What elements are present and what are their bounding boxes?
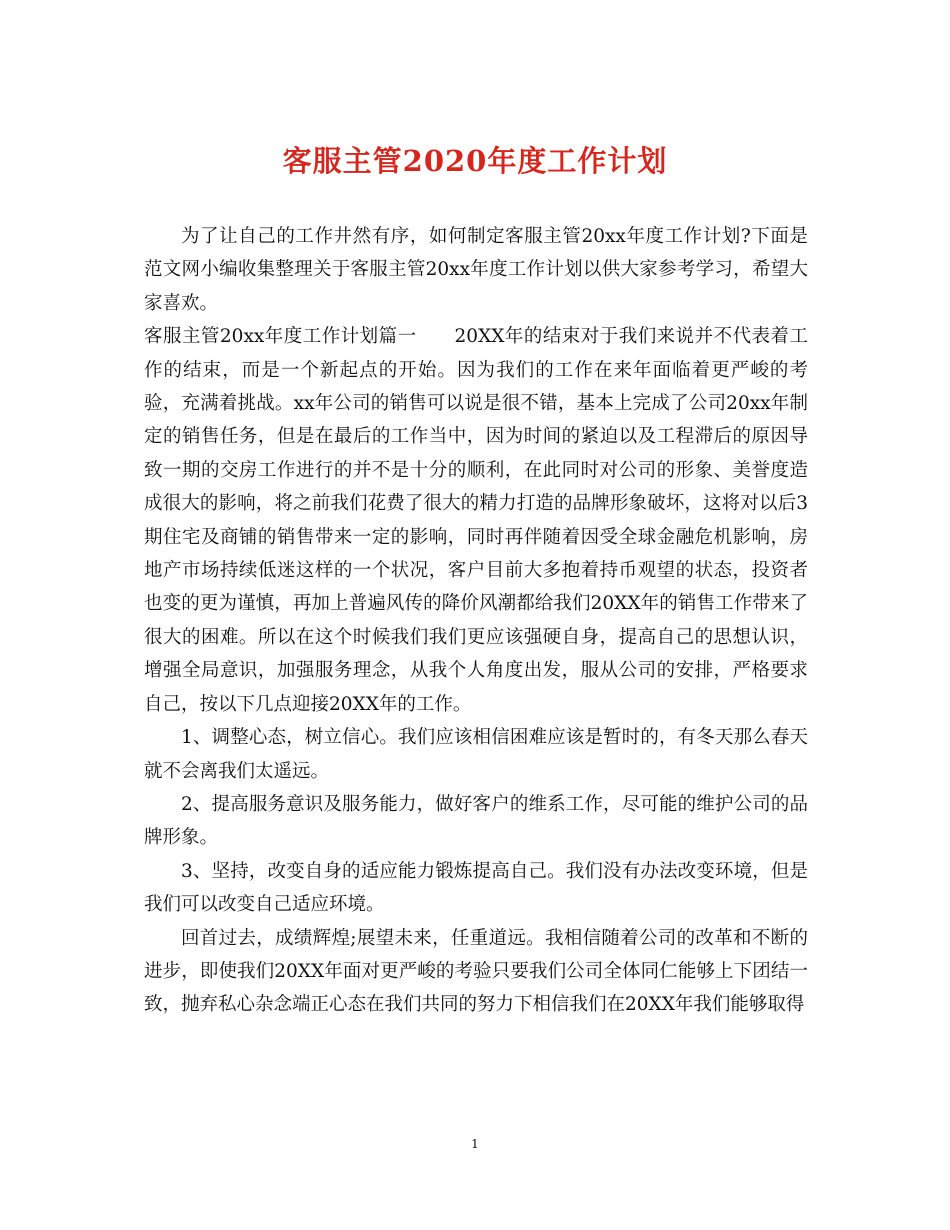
document-body <box>144 220 808 1022</box>
page-number: 1 <box>471 1137 479 1151</box>
document-title: 客服主管2020年度工作计划 <box>282 144 668 178</box>
paragraph-conclusion: 回首过去，成绩辉煌;展望未来，任重道远。我相信随着公司的改革和不断的进步，即使我们20XX年面对更严峻的考验只要我们公司全体同仁能够上下团结一致，抛弃私心杂念端正心态在我们共同的努力下相信我们在20XX年我们能够取得 <box>144 927 808 1016</box>
paragraph-intro: 为了让自己的工作井然有序，如何制定客服主管20xx年度工作计划?下面是范文网小编收集整理关于客服主管20xx年度工作计划以供大家参考学习，希望大家喜欢。 <box>144 226 808 314</box>
paragraph-plan-one: 客服主管20xx年度工作计划篇一 20XX年的结束对于我们来说并不代表着工作的结束，而是一个新起点的开始。因为我们的工作在来年面临着更严峻的考验，充满着挑战。xx年公司的销售可以说是很不错，基本上完成了公司20xx年制定的销售任务，但是在最后的工作当中，因为时间的紧迫以及工程滞后的原因导致一期的交房工作进行的并不是十分的顺利，在此同时对公司的形象、美誉度造成很大的影响，将之前我们花费了很大的精力打造的品牌形象破坏，这将对以后3期住宅及商铺的销售带来一定的影响，同时再伴随着因受全球金融危机影响，房地产市场持续低迷这样的一个状况，客户目前大多抱着持币观望的状态，投资者也变的更为谨慎，再加上普遍风传的降价风潮都给我们20XX年的销售工作带来了很大的困难。所以在这个时候我们我们更应该强硬自身，提高自己的思想认识，增强全局意识，加强服务理念，从我个人角度出发，服从公司的安排，严格要求自己，按以下几点迎接20XX年的工作。 <box>144 326 808 715</box>
paragraph-point-1: 1、调整心态，树立信心。我们应该相信困难应该是暂时的，有冬天那么春天就不会离我们太遥远。 <box>144 727 808 782</box>
paragraph-point-3: 3、坚持，改变自身的适应能力锻炼提高自己。我们没有办法改变环境，但是我们可以改变自己适应环境。 <box>144 860 808 916</box>
paragraph-point-2: 2、提高服务意识及服务能力，做好客户的维系工作，尽可能的维护公司的品牌形象。 <box>144 793 808 849</box>
